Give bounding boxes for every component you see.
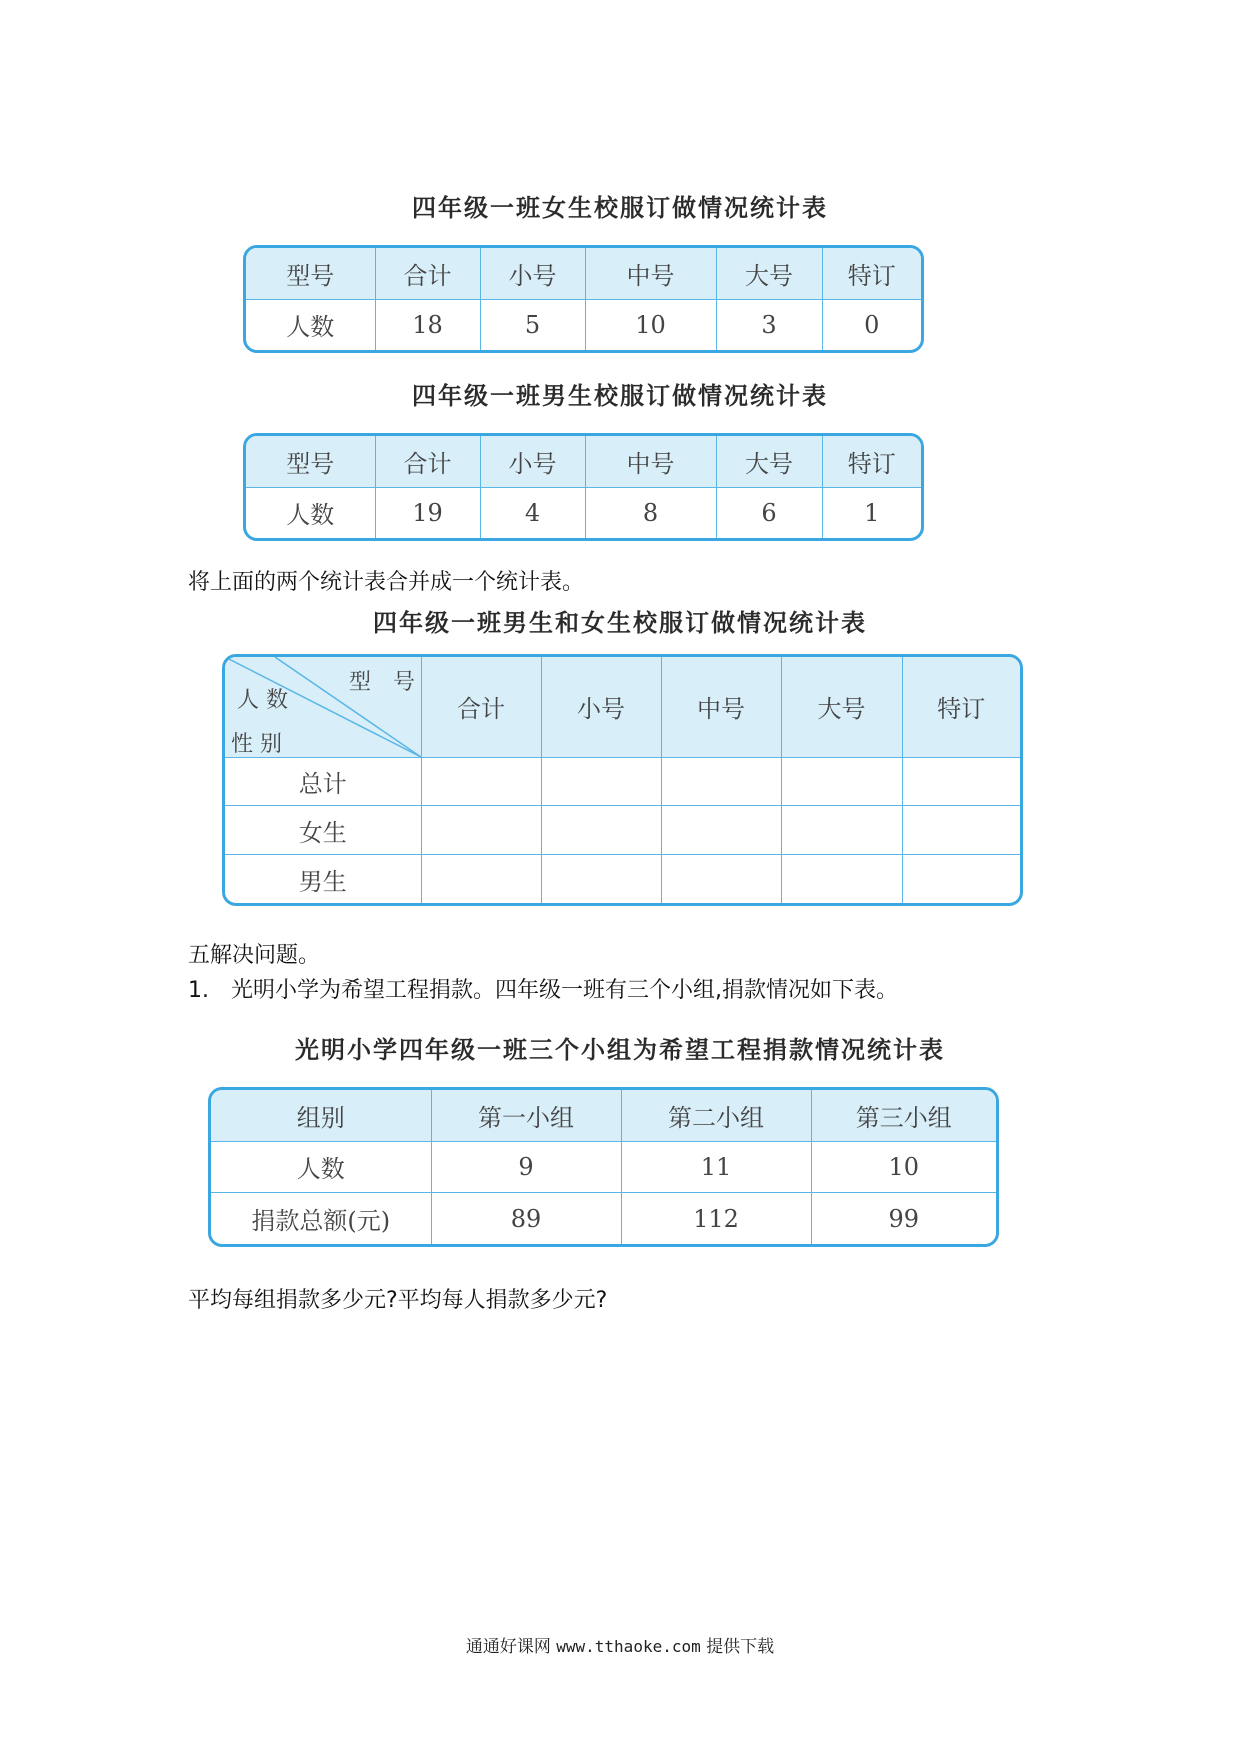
section-heading: 五解决问题。 (188, 943, 321, 968)
table-cell: 10 (811, 1141, 996, 1193)
table-cell: 10 (585, 299, 716, 350)
header-cell: 小号 (480, 436, 585, 487)
blank-cell (902, 855, 1020, 903)
header-cell: 第一小组 (431, 1090, 621, 1141)
table-cell: 112 (621, 1193, 811, 1244)
blank-cell (661, 757, 781, 806)
table2-title: 四年级一班男生校服订做情况统计表 (412, 382, 828, 410)
table-cell: 9 (431, 1141, 621, 1193)
footer-site: 通通好课网 (465, 1637, 551, 1657)
blank-cell (781, 806, 902, 855)
table3-title: 四年级一班男生和女生校服订做情况统计表 (373, 609, 867, 637)
header-cell: 中号 (585, 436, 716, 487)
problem-1-text: 1. 光明小学为希望工程捐款。四年级一班有三个小组,捐款情况如下表。 (188, 978, 898, 1003)
header-cell: 特订 (822, 436, 921, 487)
header-cell: 型号 (246, 436, 375, 487)
table1-title: 四年级一班女生校服订做情况统计表 (412, 194, 828, 222)
header-cell: 小号 (541, 657, 661, 757)
table-cell: 19 (375, 487, 480, 538)
row-label: 男生 (225, 855, 421, 903)
footer-suffix: 提供下载 (706, 1637, 775, 1657)
row-label: 人数 (211, 1141, 431, 1193)
blank-cell (781, 757, 902, 806)
table-cell: 0 (822, 299, 921, 350)
boys-uniform-table (243, 433, 924, 541)
header-cell: 小号 (480, 248, 585, 299)
instruction-text: 将上面的两个统计表合并成一个统计表。 (188, 570, 585, 595)
corner-label-count: 人 数 (237, 688, 288, 713)
table-cell: 99 (811, 1193, 996, 1244)
footer (0, 1632, 1240, 1657)
blank-cell (541, 757, 661, 806)
row-label: 捐款总额(元) (211, 1193, 431, 1244)
corner-label-gender: 性 别 (231, 732, 282, 757)
footer-url[interactable]: www.tthaoke.com (556, 1637, 701, 1656)
blank-cell (902, 806, 1020, 855)
row-label: 总计 (225, 757, 421, 806)
donation-table (208, 1087, 999, 1247)
header-cell: 合计 (375, 436, 480, 487)
table-cell: 3 (716, 299, 822, 350)
table-cell: 1 (822, 487, 921, 538)
header-cell: 合计 (421, 657, 541, 757)
blank-cell (541, 806, 661, 855)
blank-cell (661, 855, 781, 903)
header-cell: 中号 (661, 657, 781, 757)
question-text: 平均每组捐款多少元?平均每人捐款多少元? (188, 1288, 608, 1313)
blank-cell (902, 757, 1020, 806)
header-cell: 型号 (246, 248, 375, 299)
table-cell: 4 (480, 487, 585, 538)
table-cell: 11 (621, 1141, 811, 1193)
row-label: 人数 (246, 299, 375, 350)
table-cell: 89 (431, 1193, 621, 1244)
blank-cell (421, 855, 541, 903)
header-cell: 中号 (585, 248, 716, 299)
header-cell: 大号 (716, 436, 822, 487)
header-cell: 第三小组 (811, 1090, 996, 1141)
row-label: 女生 (225, 806, 421, 855)
header-cell: 合计 (375, 248, 480, 299)
corner-label-type: 型 号 (349, 670, 416, 695)
header-cell: 大号 (716, 248, 822, 299)
blank-cell (421, 806, 541, 855)
blank-cell (421, 757, 541, 806)
table-cell: 5 (480, 299, 585, 350)
row-label: 人数 (246, 487, 375, 538)
blank-cell (661, 806, 781, 855)
table-cell: 18 (375, 299, 480, 350)
blank-cell (541, 855, 661, 903)
diagonal-header-cell (225, 657, 421, 757)
blank-cell (781, 855, 902, 903)
header-cell: 特订 (822, 248, 921, 299)
header-cell: 组别 (211, 1090, 431, 1141)
header-cell: 第二小组 (621, 1090, 811, 1141)
table4-title: 光明小学四年级一班三个小组为希望工程捐款情况统计表 (295, 1036, 945, 1064)
header-cell: 大号 (781, 657, 902, 757)
girls-uniform-table (243, 245, 924, 353)
table-cell: 6 (716, 487, 822, 538)
table-cell: 8 (585, 487, 716, 538)
header-cell: 特订 (902, 657, 1020, 757)
combined-uniform-table (222, 654, 1023, 906)
